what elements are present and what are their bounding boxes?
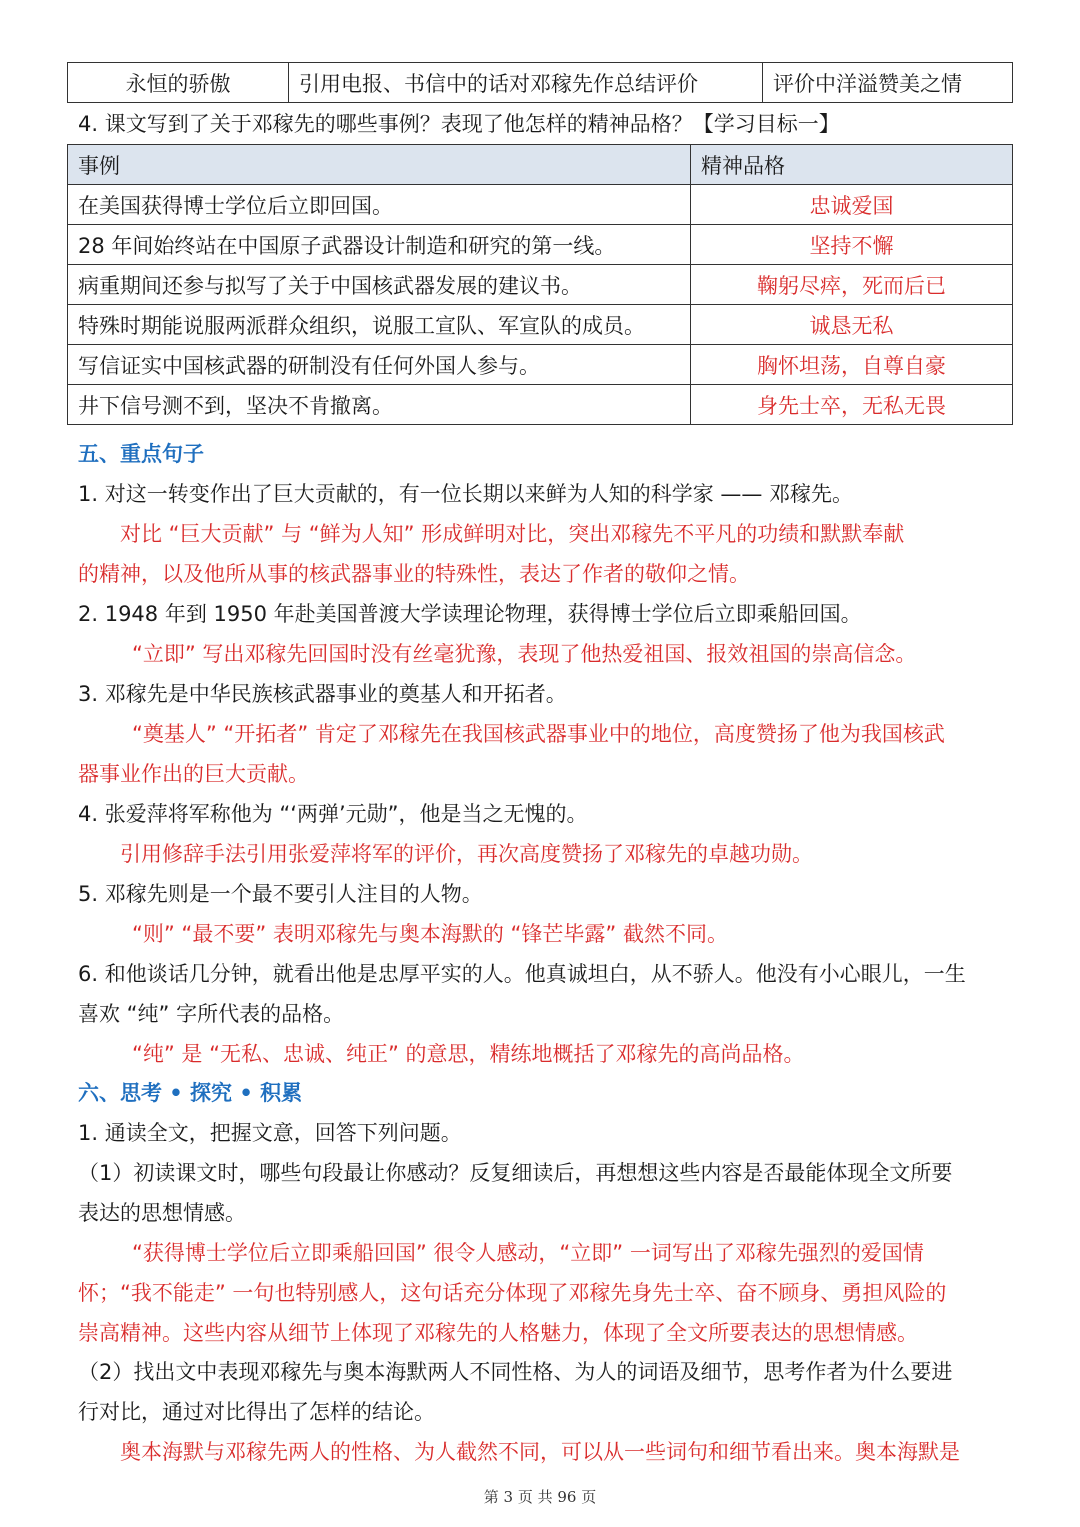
sentence-1: 1. 对这一转变作出了巨大贡献的，有一位长期以来鲜为人知的科学家 —— 邓稼先。	[78, 482, 854, 506]
top-table	[67, 62, 1013, 103]
analysis-5: “则” “最不要” 表明邓稼先与奥本海默的 “锋芒毕露” 截然不同。	[132, 922, 728, 946]
question-1: 1. 通读全文，把握文意，回答下列问题。	[78, 1121, 462, 1145]
subquestion-1-line-2: 表达的思想情感。	[78, 1201, 246, 1225]
example-cell: 特殊时期能说服两派群众组织，说服工宣队、军宣队的成员。	[68, 305, 691, 345]
example-cell: 28 年间始终站在中国原子武器设计制造和研究的第一线。	[68, 225, 691, 265]
example-cell: 井下信号测不到，坚决不肯撤离。	[68, 385, 691, 425]
sentence-6-line-2: 喜欢 “纯” 字所代表的品格。	[78, 1002, 345, 1026]
table-cell: 评价中洋溢赞美之情	[763, 63, 1013, 103]
table-row	[68, 305, 1013, 345]
table-row	[68, 185, 1013, 225]
analysis-1-line-2: 的精神，以及他所从事的核武器事业的特殊性，表达了作者的敬仰之情。	[78, 562, 750, 586]
subquestion-1-line-1: （1）初读课文时，哪些句段最让你感动？反复细读后，再想想这些内容是否最能体现全文所要	[78, 1161, 953, 1185]
analysis-4: 引用修辞手法引用张爱萍将军的评价，再次高度赞扬了邓稼先的卓越功勋。	[120, 842, 813, 866]
sentence-6-line-1: 6. 和他谈话几分钟，就看出他是忠厚平实的人。他真诚坦白，从不骄人。他没有小心眼儿，一生	[78, 962, 966, 986]
example-cell: 在美国获得博士学位后立即回国。	[68, 185, 691, 225]
sentence-4: 4. 张爱萍将军称他为 “‘两弹’元勋”，他是当之无愧的。	[78, 802, 588, 826]
column-header-quality: 精神品格	[691, 145, 1013, 185]
column-header-example: 事例	[68, 145, 691, 185]
example-cell: 写信证实中国核武器的研制没有任何外国人参与。	[68, 345, 691, 385]
quality-cell: 身先士卒，无私无畏	[691, 385, 1013, 425]
analysis-3-line-2: 器事业作出的巨大贡献。	[78, 762, 309, 786]
subquestion-2-line-1: （2）找出文中表现邓稼先与奥本海默两人不同性格、为人的词语及细节，思考作者为什么要进	[78, 1360, 953, 1384]
quality-cell: 胸怀坦荡，自尊自豪	[691, 345, 1013, 385]
table-row	[68, 225, 1013, 265]
answer-1-line-2: 怀；“我不能走” 一句也特别感人，这句话充分体现了邓稼先身先士卒、奋不顾身、勇担风险的	[78, 1281, 947, 1305]
analysis-6: “纯” 是 “无私、忠诚、纯正” 的意思，精练地概括了邓稼先的高尚品格。	[132, 1042, 805, 1066]
table-row	[68, 265, 1013, 305]
quality-cell: 鞠躬尽瘁，死而后已	[691, 265, 1013, 305]
sentence-3: 3. 邓稼先是中华民族核武器事业的奠基人和开拓者。	[78, 682, 567, 706]
analysis-2: “立即” 写出邓稼先回国时没有丝毫犹豫，表现了他热爱祖国、报效祖国的崇高信念。	[132, 642, 917, 666]
table-cell: 永恒的骄傲	[68, 63, 289, 103]
answer-1-line-3: 崇高精神。这些内容从细节上体现了邓稼先的人格魅力，体现了全文所要表达的思想情感。	[78, 1321, 918, 1345]
examples-table	[67, 144, 1013, 425]
subquestion-2-line-2: 行对比，通过对比得出了怎样的结论。	[78, 1400, 435, 1424]
table-row	[68, 385, 1013, 425]
answer-1-line-1: “获得博士学位后立即乘船回国” 很令人感动，“立即” 一词写出了邓稼先强烈的爱国情	[132, 1241, 924, 1265]
quality-cell: 诚恳无私	[691, 305, 1013, 345]
page-number: 第 3 页 共 96 页	[483, 1488, 597, 1506]
analysis-1-line-1: 对比 “巨大贡献” 与 “鲜为人知” 形成鲜明对比，突出邓稼先不平凡的功绩和默默奉献	[120, 522, 905, 546]
section-5-heading: 五、重点句子	[78, 442, 204, 466]
table-row	[68, 345, 1013, 385]
question-4-title: 4. 课文写到了关于邓稼先的哪些事例？表现了他怎样的精神品格？【学习目标一】	[78, 112, 840, 136]
table-header-row	[68, 145, 1013, 185]
example-cell: 病重期间还参与拟写了关于中国核武器发展的建议书。	[68, 265, 691, 305]
sentence-2: 2. 1948 年到 1950 年赴美国普渡大学读理论物理，获得博士学位后立即乘船回国。	[78, 602, 862, 626]
analysis-3-line-1: “奠基人” “开拓者” 肯定了邓稼先在我国核武器事业中的地位，高度赞扬了他为我国核武	[132, 722, 945, 746]
answer-2-line-1: 奥本海默与邓稼先两人的性格、为人截然不同，可以从一些词句和细节看出来。奥本海默是	[120, 1440, 960, 1464]
table-row	[68, 63, 1013, 103]
table-cell: 引用电报、书信中的话对邓稼先作总结评价	[289, 63, 763, 103]
quality-cell: 坚持不懈	[691, 225, 1013, 265]
quality-cell: 忠诚爱国	[691, 185, 1013, 225]
section-6-heading: 六、思考 • 探究 • 积累	[78, 1081, 303, 1105]
sentence-5: 5. 邓稼先则是一个最不要引人注目的人物。	[78, 882, 483, 906]
